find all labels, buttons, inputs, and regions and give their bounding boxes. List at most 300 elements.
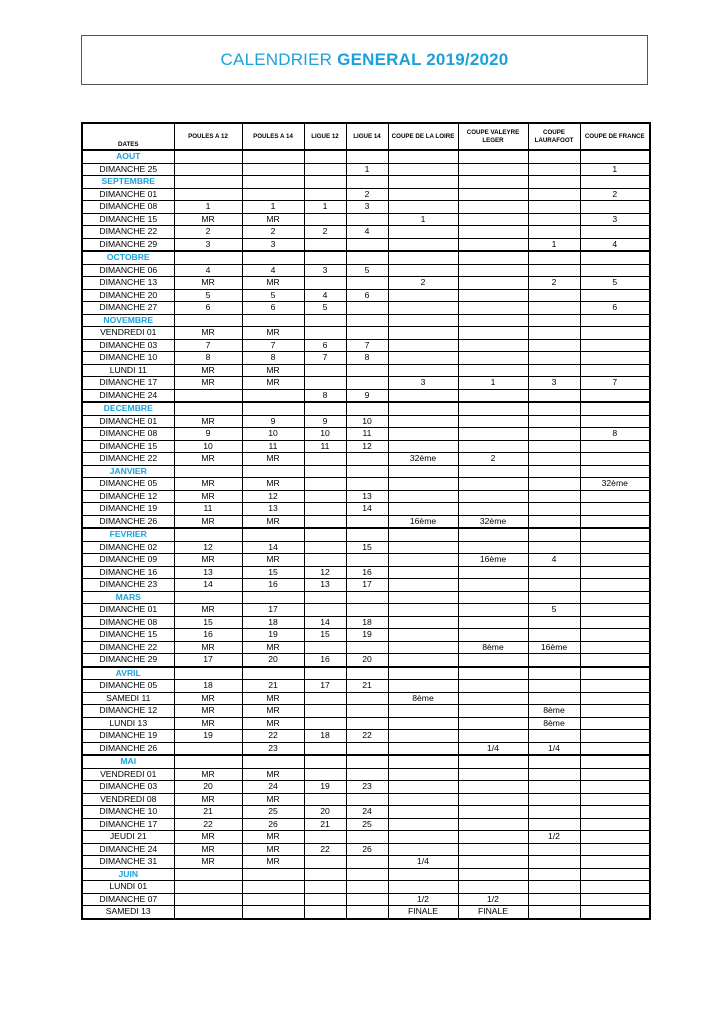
cell-coupe-de-france — [580, 465, 650, 478]
cell-coupe-valeyre-leger — [458, 717, 528, 730]
cell-coupe-laurafoot — [528, 654, 580, 667]
cell-coupe-de-la-loire — [388, 755, 458, 768]
cell-coupe-de-la-loire: 1/2 — [388, 893, 458, 906]
cell-coupe-valeyre-leger — [458, 213, 528, 226]
cell-coupe-de-la-loire — [388, 730, 458, 743]
cell-poules-a-12: 3 — [174, 238, 242, 251]
cell-poules-a-14: MR — [242, 554, 304, 567]
cell-ligue-14: 17 — [346, 579, 388, 592]
cell-coupe-valeyre-leger — [458, 868, 528, 881]
table-row — [82, 327, 650, 340]
cell-poules-a-14: 20 — [242, 654, 304, 667]
cell-ligue-14 — [346, 251, 388, 264]
cell-coupe-laurafoot — [528, 188, 580, 201]
cell-coupe-valeyre-leger — [458, 730, 528, 743]
cell-ligue-14: 7 — [346, 339, 388, 352]
cell-ligue-12: 13 — [304, 579, 346, 592]
cell-coupe-valeyre-leger — [458, 201, 528, 214]
cell-ligue-12 — [304, 541, 346, 554]
cell-poules-a-12: 1 — [174, 201, 242, 214]
cell-poules-a-14 — [242, 906, 304, 919]
cell-coupe-laurafoot — [528, 692, 580, 705]
month-row — [82, 755, 650, 768]
cell-coupe-de-france — [580, 503, 650, 516]
cell-coupe-de-la-loire: 3 — [388, 377, 458, 390]
cell-ligue-12: 1 — [304, 201, 346, 214]
cell-ligue-14: 10 — [346, 415, 388, 428]
cell-ligue-12 — [304, 503, 346, 516]
cell-poules-a-12: 11 — [174, 503, 242, 516]
month-label: NOVEMBRE — [82, 314, 174, 327]
date-cell: DIMANCHE 16 — [82, 566, 174, 579]
cell-coupe-de-france — [580, 453, 650, 466]
cell-ligue-14 — [346, 176, 388, 189]
cell-coupe-laurafoot — [528, 302, 580, 315]
date-cell: VENDREDI 01 — [82, 327, 174, 340]
cell-coupe-de-la-loire: 16ème — [388, 515, 458, 528]
cell-poules-a-12 — [174, 742, 242, 755]
cell-ligue-12 — [304, 163, 346, 176]
date-cell: DIMANCHE 31 — [82, 856, 174, 869]
cell-poules-a-14: MR — [242, 717, 304, 730]
cell-poules-a-14: MR — [242, 793, 304, 806]
cell-coupe-laurafoot: 16ème — [528, 641, 580, 654]
month-row — [82, 176, 650, 189]
cell-coupe-valeyre-leger: 1/2 — [458, 893, 528, 906]
cell-ligue-12 — [304, 893, 346, 906]
cell-coupe-de-france — [580, 251, 650, 264]
date-cell: DIMANCHE 20 — [82, 289, 174, 302]
cell-poules-a-12: MR — [174, 717, 242, 730]
cell-coupe-valeyre-leger — [458, 528, 528, 541]
cell-poules-a-12 — [174, 251, 242, 264]
cell-ligue-14 — [346, 465, 388, 478]
cell-poules-a-12 — [174, 163, 242, 176]
cell-poules-a-14 — [242, 591, 304, 604]
cell-poules-a-12: MR — [174, 843, 242, 856]
cell-coupe-de-la-loire — [388, 793, 458, 806]
cell-coupe-laurafoot — [528, 579, 580, 592]
cell-ligue-12 — [304, 213, 346, 226]
cell-coupe-laurafoot — [528, 680, 580, 693]
cell-poules-a-12 — [174, 868, 242, 881]
table-row — [82, 554, 650, 567]
table-row — [82, 705, 650, 718]
cell-coupe-valeyre-leger: 2 — [458, 453, 528, 466]
cell-coupe-de-la-loire: 2 — [388, 277, 458, 290]
date-cell: DIMANCHE 03 — [82, 781, 174, 794]
cell-ligue-12 — [304, 465, 346, 478]
cell-poules-a-14: 17 — [242, 604, 304, 617]
cell-ligue-12 — [304, 667, 346, 680]
cell-poules-a-12 — [174, 150, 242, 163]
cell-ligue-14 — [346, 641, 388, 654]
cell-coupe-laurafoot: 1/4 — [528, 742, 580, 755]
cell-coupe-de-france — [580, 402, 650, 415]
cell-ligue-14 — [346, 591, 388, 604]
cell-coupe-de-la-loire — [388, 705, 458, 718]
cell-poules-a-14 — [242, 176, 304, 189]
cell-ligue-14: 19 — [346, 629, 388, 642]
date-cell: DIMANCHE 01 — [82, 415, 174, 428]
cell-ligue-14 — [346, 604, 388, 617]
cell-coupe-valeyre-leger — [458, 566, 528, 579]
cell-coupe-de-la-loire — [388, 415, 458, 428]
cell-ligue-14 — [346, 478, 388, 491]
table-row — [82, 641, 650, 654]
cell-ligue-12: 21 — [304, 818, 346, 831]
cell-ligue-14 — [346, 742, 388, 755]
cell-coupe-de-france — [580, 591, 650, 604]
table-row — [82, 289, 650, 302]
cell-poules-a-12 — [174, 906, 242, 919]
table-row — [82, 893, 650, 906]
date-cell: DIMANCHE 15 — [82, 213, 174, 226]
cell-ligue-14 — [346, 831, 388, 844]
cell-coupe-laurafoot — [528, 176, 580, 189]
cell-coupe-de-la-loire — [388, 352, 458, 365]
cell-coupe-valeyre-leger — [458, 541, 528, 554]
cell-coupe-valeyre-leger — [458, 680, 528, 693]
cell-ligue-12: 10 — [304, 428, 346, 441]
cell-ligue-12 — [304, 377, 346, 390]
table-row — [82, 881, 650, 894]
cell-poules-a-12 — [174, 188, 242, 201]
cell-ligue-14 — [346, 768, 388, 781]
cell-ligue-14: 6 — [346, 289, 388, 302]
cell-poules-a-12: 5 — [174, 289, 242, 302]
cell-poules-a-12: 8 — [174, 352, 242, 365]
cell-poules-a-14: MR — [242, 364, 304, 377]
cell-coupe-de-la-loire — [388, 188, 458, 201]
cell-coupe-laurafoot — [528, 440, 580, 453]
cell-poules-a-14: 16 — [242, 579, 304, 592]
table-row — [82, 201, 650, 214]
cell-coupe-laurafoot — [528, 856, 580, 869]
cell-ligue-14 — [346, 453, 388, 466]
cell-coupe-valeyre-leger — [458, 654, 528, 667]
cell-poules-a-12: MR — [174, 554, 242, 567]
cell-coupe-de-france — [580, 881, 650, 894]
cell-coupe-valeyre-leger: 8ème — [458, 641, 528, 654]
date-cell: DIMANCHE 09 — [82, 554, 174, 567]
cell-coupe-laurafoot — [528, 352, 580, 365]
cell-poules-a-12: 19 — [174, 730, 242, 743]
cell-ligue-12: 14 — [304, 616, 346, 629]
cell-coupe-laurafoot — [528, 616, 580, 629]
cell-ligue-12 — [304, 604, 346, 617]
date-cell: LUNDI 01 — [82, 881, 174, 894]
cell-ligue-14: 13 — [346, 490, 388, 503]
month-label: SEPTEMBRE — [82, 176, 174, 189]
cell-poules-a-14 — [242, 188, 304, 201]
cell-ligue-14: 21 — [346, 680, 388, 693]
cell-coupe-valeyre-leger — [458, 150, 528, 163]
cell-coupe-de-france — [580, 806, 650, 819]
cell-poules-a-12: MR — [174, 377, 242, 390]
date-cell: DIMANCHE 02 — [82, 541, 174, 554]
cell-ligue-12 — [304, 856, 346, 869]
table-row — [82, 264, 650, 277]
cell-coupe-de-france — [580, 856, 650, 869]
cell-poules-a-14: 26 — [242, 818, 304, 831]
cell-coupe-de-france — [580, 226, 650, 239]
cell-coupe-laurafoot — [528, 806, 580, 819]
cell-coupe-laurafoot — [528, 415, 580, 428]
cell-poules-a-14: MR — [242, 213, 304, 226]
date-cell: DIMANCHE 29 — [82, 654, 174, 667]
table-row — [82, 730, 650, 743]
cell-coupe-de-france — [580, 314, 650, 327]
cell-poules-a-12: 15 — [174, 616, 242, 629]
cell-coupe-de-france — [580, 667, 650, 680]
cell-coupe-laurafoot — [528, 201, 580, 214]
cell-coupe-de-france — [580, 717, 650, 730]
cell-ligue-14 — [346, 856, 388, 869]
table-row — [82, 579, 650, 592]
header-poules-a-12: POULES A 12 — [174, 123, 242, 150]
cell-coupe-laurafoot — [528, 327, 580, 340]
cell-coupe-valeyre-leger — [458, 264, 528, 277]
date-cell: DIMANCHE 01 — [82, 604, 174, 617]
cell-ligue-14: 1 — [346, 163, 388, 176]
cell-poules-a-12 — [174, 176, 242, 189]
date-cell: DIMANCHE 22 — [82, 226, 174, 239]
cell-ligue-14 — [346, 238, 388, 251]
date-cell: DIMANCHE 19 — [82, 503, 174, 516]
cell-coupe-de-france — [580, 364, 650, 377]
cell-poules-a-14: MR — [242, 641, 304, 654]
cell-ligue-14: 2 — [346, 188, 388, 201]
cell-coupe-de-la-loire — [388, 616, 458, 629]
cell-coupe-de-france — [580, 781, 650, 794]
cell-coupe-de-france — [580, 440, 650, 453]
cell-ligue-12: 8 — [304, 389, 346, 402]
cell-coupe-valeyre-leger — [458, 226, 528, 239]
table-row — [82, 717, 650, 730]
cell-coupe-de-la-loire — [388, 176, 458, 189]
cell-coupe-de-la-loire: FINALE — [388, 906, 458, 919]
month-row — [82, 528, 650, 541]
cell-coupe-de-france — [580, 893, 650, 906]
cell-poules-a-12: 22 — [174, 818, 242, 831]
table-row — [82, 188, 650, 201]
cell-coupe-de-la-loire — [388, 150, 458, 163]
cell-coupe-laurafoot — [528, 251, 580, 264]
date-cell: DIMANCHE 29 — [82, 238, 174, 251]
cell-coupe-laurafoot — [528, 289, 580, 302]
date-cell: DIMANCHE 05 — [82, 478, 174, 491]
cell-coupe-de-france — [580, 793, 650, 806]
cell-ligue-14: 5 — [346, 264, 388, 277]
cell-ligue-12 — [304, 641, 346, 654]
table-row — [82, 238, 650, 251]
cell-ligue-12 — [304, 402, 346, 415]
cell-ligue-12 — [304, 490, 346, 503]
cell-poules-a-12: 4 — [174, 264, 242, 277]
cell-ligue-12 — [304, 176, 346, 189]
cell-ligue-14 — [346, 277, 388, 290]
cell-poules-a-12: 13 — [174, 566, 242, 579]
cell-coupe-laurafoot — [528, 314, 580, 327]
cell-coupe-de-la-loire — [388, 428, 458, 441]
header-row — [82, 123, 650, 150]
cell-poules-a-12: MR — [174, 856, 242, 869]
cell-poules-a-12: MR — [174, 277, 242, 290]
cell-coupe-valeyre-leger — [458, 629, 528, 642]
cell-poules-a-12: 16 — [174, 629, 242, 642]
cell-ligue-12: 16 — [304, 654, 346, 667]
cell-coupe-valeyre-leger — [458, 302, 528, 315]
cell-coupe-valeyre-leger — [458, 440, 528, 453]
cell-poules-a-14: MR — [242, 856, 304, 869]
cell-coupe-valeyre-leger — [458, 856, 528, 869]
cell-poules-a-12: 7 — [174, 339, 242, 352]
cell-coupe-de-france — [580, 352, 650, 365]
cell-coupe-de-france: 8 — [580, 428, 650, 441]
cell-coupe-de-la-loire — [388, 680, 458, 693]
cell-coupe-valeyre-leger — [458, 339, 528, 352]
cell-coupe-valeyre-leger — [458, 579, 528, 592]
cell-poules-a-12: MR — [174, 213, 242, 226]
cell-coupe-de-la-loire — [388, 742, 458, 755]
cell-ligue-14: 22 — [346, 730, 388, 743]
cell-ligue-14 — [346, 906, 388, 919]
cell-ligue-12: 4 — [304, 289, 346, 302]
cell-coupe-de-france — [580, 579, 650, 592]
cell-coupe-laurafoot — [528, 453, 580, 466]
date-cell: DIMANCHE 23 — [82, 579, 174, 592]
cell-coupe-valeyre-leger — [458, 238, 528, 251]
cell-ligue-12 — [304, 554, 346, 567]
cell-ligue-14 — [346, 377, 388, 390]
cell-coupe-de-france — [580, 868, 650, 881]
cell-poules-a-14: 13 — [242, 503, 304, 516]
cell-ligue-12 — [304, 906, 346, 919]
cell-coupe-de-france — [580, 680, 650, 693]
cell-poules-a-14 — [242, 465, 304, 478]
cell-coupe-de-france — [580, 490, 650, 503]
date-cell: JEUDI 21 — [82, 831, 174, 844]
cell-coupe-de-france — [580, 843, 650, 856]
cell-coupe-de-la-loire: 1/4 — [388, 856, 458, 869]
cell-coupe-laurafoot — [528, 402, 580, 415]
month-label: OCTOBRE — [82, 251, 174, 264]
cell-poules-a-14: 11 — [242, 440, 304, 453]
month-row — [82, 150, 650, 163]
cell-coupe-de-france — [580, 201, 650, 214]
cell-poules-a-14 — [242, 881, 304, 894]
date-cell: DIMANCHE 06 — [82, 264, 174, 277]
cell-poules-a-14: 8 — [242, 352, 304, 365]
table-row — [82, 566, 650, 579]
cell-coupe-de-france: 7 — [580, 377, 650, 390]
cell-ligue-12 — [304, 314, 346, 327]
table-row — [82, 604, 650, 617]
cell-poules-a-14: MR — [242, 768, 304, 781]
cell-coupe-valeyre-leger — [458, 604, 528, 617]
cell-coupe-laurafoot — [528, 893, 580, 906]
cell-coupe-de-france: 5 — [580, 277, 650, 290]
date-cell: DIMANCHE 10 — [82, 352, 174, 365]
date-cell: VENDREDI 01 — [82, 768, 174, 781]
table-row — [82, 692, 650, 705]
cell-ligue-14: 20 — [346, 654, 388, 667]
cell-coupe-de-france — [580, 692, 650, 705]
cell-ligue-12: 19 — [304, 781, 346, 794]
cell-coupe-laurafoot — [528, 528, 580, 541]
cell-coupe-laurafoot — [528, 213, 580, 226]
cell-coupe-laurafoot: 8ème — [528, 705, 580, 718]
table-row — [82, 428, 650, 441]
cell-poules-a-14: 21 — [242, 680, 304, 693]
month-label: AOUT — [82, 150, 174, 163]
date-cell: SAMEDI 13 — [82, 906, 174, 919]
calendar-body — [82, 150, 650, 919]
cell-coupe-laurafoot — [528, 629, 580, 642]
cell-coupe-de-france — [580, 389, 650, 402]
cell-ligue-12 — [304, 364, 346, 377]
cell-coupe-valeyre-leger — [458, 806, 528, 819]
cell-poules-a-14: 3 — [242, 238, 304, 251]
cell-ligue-12 — [304, 528, 346, 541]
cell-coupe-de-france — [580, 616, 650, 629]
cell-ligue-12: 12 — [304, 566, 346, 579]
date-cell: DIMANCHE 08 — [82, 428, 174, 441]
cell-poules-a-14 — [242, 163, 304, 176]
month-label: MAI — [82, 755, 174, 768]
cell-poules-a-12 — [174, 314, 242, 327]
cell-poules-a-12: 14 — [174, 579, 242, 592]
page-title — [81, 35, 648, 85]
cell-poules-a-12: 18 — [174, 680, 242, 693]
cell-coupe-de-la-loire — [388, 226, 458, 239]
header-dates: DATES — [82, 123, 174, 150]
date-cell: DIMANCHE 13 — [82, 277, 174, 290]
cell-coupe-de-france: 3 — [580, 213, 650, 226]
table-row — [82, 818, 650, 831]
cell-poules-a-12 — [174, 755, 242, 768]
cell-coupe-valeyre-leger — [458, 705, 528, 718]
header-coupe-de-la-loire: COUPE DE LA LOIRE — [388, 123, 458, 150]
cell-coupe-de-la-loire — [388, 717, 458, 730]
cell-coupe-laurafoot — [528, 339, 580, 352]
cell-poules-a-12 — [174, 893, 242, 906]
cell-ligue-14 — [346, 150, 388, 163]
cell-poules-a-12: 9 — [174, 428, 242, 441]
cell-ligue-12 — [304, 591, 346, 604]
cell-coupe-laurafoot — [528, 566, 580, 579]
cell-coupe-de-la-loire — [388, 566, 458, 579]
cell-ligue-12: 17 — [304, 680, 346, 693]
cell-poules-a-12: 17 — [174, 654, 242, 667]
cell-coupe-laurafoot — [528, 264, 580, 277]
cell-coupe-laurafoot — [528, 906, 580, 919]
cell-coupe-laurafoot: 3 — [528, 377, 580, 390]
cell-poules-a-14: MR — [242, 692, 304, 705]
cell-ligue-14: 23 — [346, 781, 388, 794]
cell-ligue-14 — [346, 881, 388, 894]
table-row — [82, 389, 650, 402]
table-row — [82, 352, 650, 365]
cell-coupe-de-la-loire — [388, 579, 458, 592]
cell-coupe-de-la-loire — [388, 339, 458, 352]
cell-poules-a-14: 2 — [242, 226, 304, 239]
table-row — [82, 302, 650, 315]
cell-poules-a-14 — [242, 893, 304, 906]
cell-ligue-14 — [346, 667, 388, 680]
cell-coupe-de-france — [580, 768, 650, 781]
